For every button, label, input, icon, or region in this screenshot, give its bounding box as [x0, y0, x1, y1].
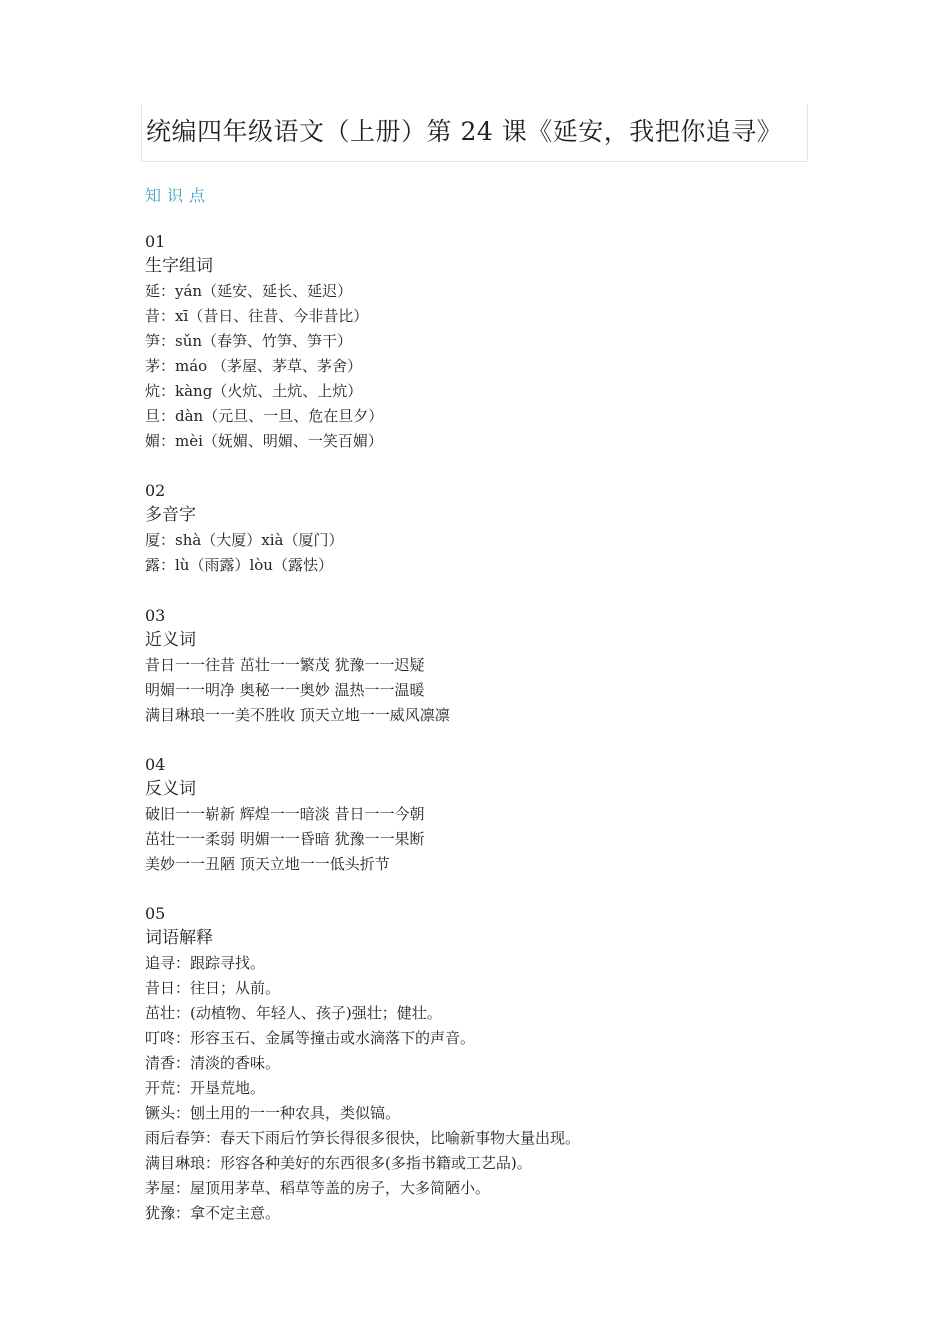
list-item: 延：yán（延安、延长、延迟）	[145, 282, 353, 300]
list-item: 破旧一一崭新 辉煌一一暗淡 昔日一一今朝	[145, 805, 425, 823]
list-item: 满目琳琅：形容各种美好的东西很多(多指书籍或工艺品)。	[145, 1154, 532, 1172]
section-antonyms	[145, 752, 425, 877]
list-item: 明媚一一明净 奥秘一一奥妙 温热一一温暖	[145, 681, 425, 699]
list-item: 旦：dàn（元旦、一旦、危在旦夕）	[145, 407, 384, 425]
list-item: 叮咚：形容玉石、金属等撞击或水滴落下的声音。	[145, 1029, 476, 1047]
section-vocabulary	[145, 229, 383, 454]
list-item: 昔日：往日；从前。	[145, 979, 281, 997]
section-polyphones	[145, 478, 344, 578]
title-box	[141, 104, 808, 162]
list-item: 追寻：跟踪寻找。	[145, 954, 266, 972]
list-item: 开荒：开垦荒地。	[145, 1079, 266, 1097]
list-item: 茁壮一一柔弱 明媚一一昏暗 犹豫一一果断	[145, 830, 425, 848]
section-subtitle: 知识点	[145, 186, 212, 205]
section-title: 反义词	[145, 779, 196, 799]
section-synonyms	[145, 603, 450, 728]
list-item: 雨后春笋：春天下雨后竹笋长得很多很快，比喻新事物大量出现。	[145, 1129, 581, 1147]
list-item: 茅屋：屋顶用茅草、稻草等盖的房子，大多简陋小。	[145, 1179, 491, 1197]
list-item: 犹豫：拿不定主意。	[145, 1204, 281, 1222]
section-number: 01	[145, 232, 166, 251]
list-item: 美妙一一丑陋 顶天立地一一低头折节	[145, 855, 390, 873]
section-title: 近义词	[145, 630, 196, 650]
list-item: 清香：清淡的香味。	[145, 1054, 281, 1072]
list-item: 露：lù（雨露）lòu（露怯）	[145, 556, 333, 574]
list-item: 媚：mèi（妩媚、明媚、一笑百媚）	[145, 432, 383, 450]
section-title: 词语解释	[145, 928, 213, 948]
list-item: 满目琳琅一一美不胜收 顶天立地一一威风凛凛	[145, 706, 450, 724]
section-number: 03	[145, 606, 166, 625]
section-number: 05	[145, 904, 166, 923]
section-title: 生字组词	[145, 256, 213, 276]
section-title: 多音字	[145, 505, 196, 525]
section-word-explanations	[145, 901, 580, 1226]
list-item: 茅：máo （茅屋、茅草、茅舍）	[145, 357, 362, 375]
list-item: 笋：sǔn（春笋、竹笋、笋干）	[145, 332, 353, 350]
list-item: 炕：kàng（火炕、土炕、上炕）	[145, 382, 363, 400]
list-item: 昔：xī（昔日、往昔、今非昔比）	[145, 307, 369, 325]
list-item: 昔日一一往昔 茁壮一一繁茂 犹豫一一迟疑	[145, 656, 425, 674]
list-item: 厦：shà（大厦）xià（厦门）	[145, 531, 344, 549]
list-item: 镢头：刨土用的一一种农具，类似镐。	[145, 1104, 401, 1122]
section-number: 02	[145, 481, 166, 500]
list-item: 茁壮：(动植物、年轻人、孩子)强壮；健壮。	[145, 1004, 442, 1022]
page-title: 统编四年级语文（上册）第 24 课《延安，我把你追寻》	[146, 117, 783, 146]
section-number: 04	[145, 755, 166, 774]
